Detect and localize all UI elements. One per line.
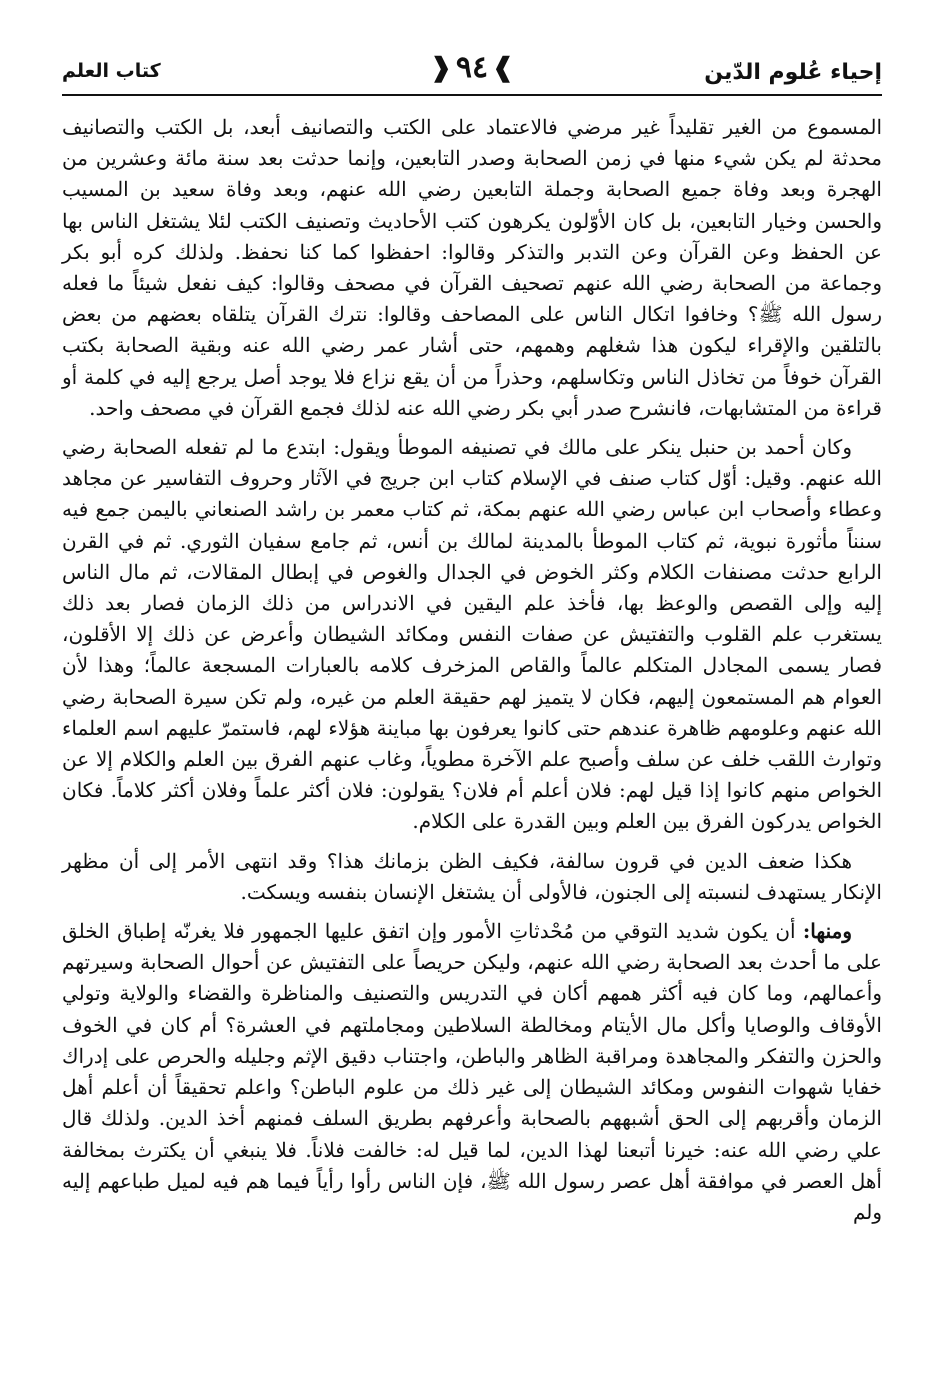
page-number-block xyxy=(430,50,514,85)
page-body xyxy=(62,112,882,1236)
paragraph xyxy=(62,916,882,1228)
paragraph-text: أن يكون شديد التوقي من مُحْدثاتِ الأمور وإن اتفق عليها الجمهور فلا يغرنّه إطباق الخلق على ما أحدث بعد الصحابة رضي الله عنهم، وليكن حريصاً على التفتيش عن أحوال الصحابة وسيرتهم وأعمالهم، وما كان فيه أكثر همهم أكان في التدريس والتصنيف والمناظرة والقضاء والولاية وتولي الأوقاف والوصايا وأكل مال الأيتام ومخالطة السلاطين ومجاملتهم في العشرة؟ أم كان في الخوف والحزن والتفكر والمجاهدة ومراقبة الظاهر والباطن، واجتناب دقيق الإثم وجليله والحرص على إدراك خفايا شهوات النفوس ومكائد الشيطان إلى غير ذلك من علوم الباطن؟ واعلم تحقيقاً أن أعلم أهل الزمان وأقربهم إلى الحق أشبههم بالصحابة وأعرفهم بطريق السلف فمنهم أخذ الدين. ولذلك قال علي رضي الله عنه: خيرنا أتبعنا لهذا الدين، لما قيل له: خالفت فلاناً. فلا ينبغي أن يكترث بمخالفة أهل العصر في موافقة أهل عصر رسول الله ﷺ، فإن الناس رأوا رأياً فيما هم فيه لميل طباعهم إليه ولم xyxy=(62,919,882,1224)
book-title: إحياء عُلوم الدّين xyxy=(704,60,882,85)
page-header xyxy=(62,44,882,96)
paragraph: وكان أحمد بن حنبل ينكر على مالك في تصنيفه الموطأ ويقول: ابتدع ما لم تفعله الصحابة رضي الله عنهم. وقيل: أوّل كتاب صنف في الإسلام كتاب ابن جريج في الآثار وحروف التفاسير عن مجاهد وعطاء وأصحاب ابن عباس رضي الله عنهم بمكة، ثم كتاب معمر بن راشد الصنعاني باليمن جمع فيه سنناً مأثورة نبوية، ثم كتاب الموطأ بالمدينة لمالك بن أنس، ثم جامع سفيان الثوري. ثم في القرن الرابع حدثت مصنفات الكلام وكثر الخوض في الجدال والغوص في إبطال المقالات، ثم مال الناس إليه وإلى القصص والوعظ بها، فأخذ علم اليقين في الاندراس من ذلك الزمان فصار بعد ذلك يستغرب علم القلوب والتفتيش عن صفات النفس ومكائد الشيطان وأعرض عن ذلك إلا الأقلون، فصار يسمى المجادل المتكلم عالماً والقاص المزخرف كلامه بالعبارات المسجعة عالماً؛ وهذا لأن العوام هم المستمعون إليهم، فكان لا يتميز لهم حقيقة العلم من غيره، ولم تكن سيرة الصحابة رضي الله عنهم وعلومهم ظاهرة عندهم حتى كانوا يعرفون بها مباينة هؤلاء لهم، فاستمرّ عليهم اسم العلماء وتوارث اللقب خلف عن سلف وأصبح علم الآخرة مطوياً، وغاب عنهم الفرق بين العلم والكلام إلا عن الخواص منهم كانوا إذا قيل لهم: فلان أعلم أم فلان؟ يقولون: فلان أكثر علماً وفلان أكثر كلاماً. فكان الخواص يدركون الفرق بين العلم وبين القدرة على الكلام. xyxy=(62,435,882,834)
paragraph: هكذا ضعف الدين في قرون سالفة، فكيف الظن بزمانك هذا؟ وقد انتهى الأمر إلى أن مظهر الإنكار يستهدف لنسبته إلى الجنون، فالأولى أن يشتغل الإنسان بنفسه ويسكت. xyxy=(62,848,882,904)
paragraph: المسموع من الغير تقليداً غير مرضي فالاعتماد على الكتب والتصانيف أبعد، بل الكتب والتصانيف محدثة لم يكن شيء منها في زمن الصحابة وصدر التابعين، وإنما حدثت بعد سنة مائة وعشرين من الهجرة وبعد وفاة جميع الصحابة وجملة التابعين رضي الله عنهم، وبعد وفاة سعيد بن المسيب والحسن وخيار التابعين، بل كان الأوّلون يكرهون كتب الأحاديث وتصنيف الكتب لئلا يشتغل الناس بها عن الحفظ وعن القرآن وعن التدبر والتذكر وقالوا: احفظوا كما كنا نحفظ. ولذلك كره أبو بكر وجماعة من الصحابة رضي الله عنهم تصحيف القرآن في مصحف وقالوا: كيف نفعل شيئاً ما فعله رسول الله ﷺ؟ وخافوا اتكال الناس على المصاحف وقالوا: نترك القرآن يتلقاه بعضهم من بعض بالتلقين والإقراء ليكون هذا شغلهم وهمهم، حتى أشار عمر رضي الله عنه وبقية الصحابة بكتب القرآن خوفاً من تخاذل الناس وتكاسلهم، وحذراً من أن يقع نزاع فلا يوجد أصل يرجع إليه في كلمة أو قراءة من المتشابهات، فانشرح صدر أبي بكر رضي الله عنه لذلك فجمع القرآن في مصحف واحد. xyxy=(62,115,882,420)
paragraph-lead: ومنها: xyxy=(802,919,852,944)
page-number: ٩٤ xyxy=(455,50,489,85)
ornament-right-icon: ❱ xyxy=(492,52,514,83)
ornament-left-icon: ❰ xyxy=(430,52,452,83)
section-title: كتاب العلم xyxy=(62,60,161,82)
